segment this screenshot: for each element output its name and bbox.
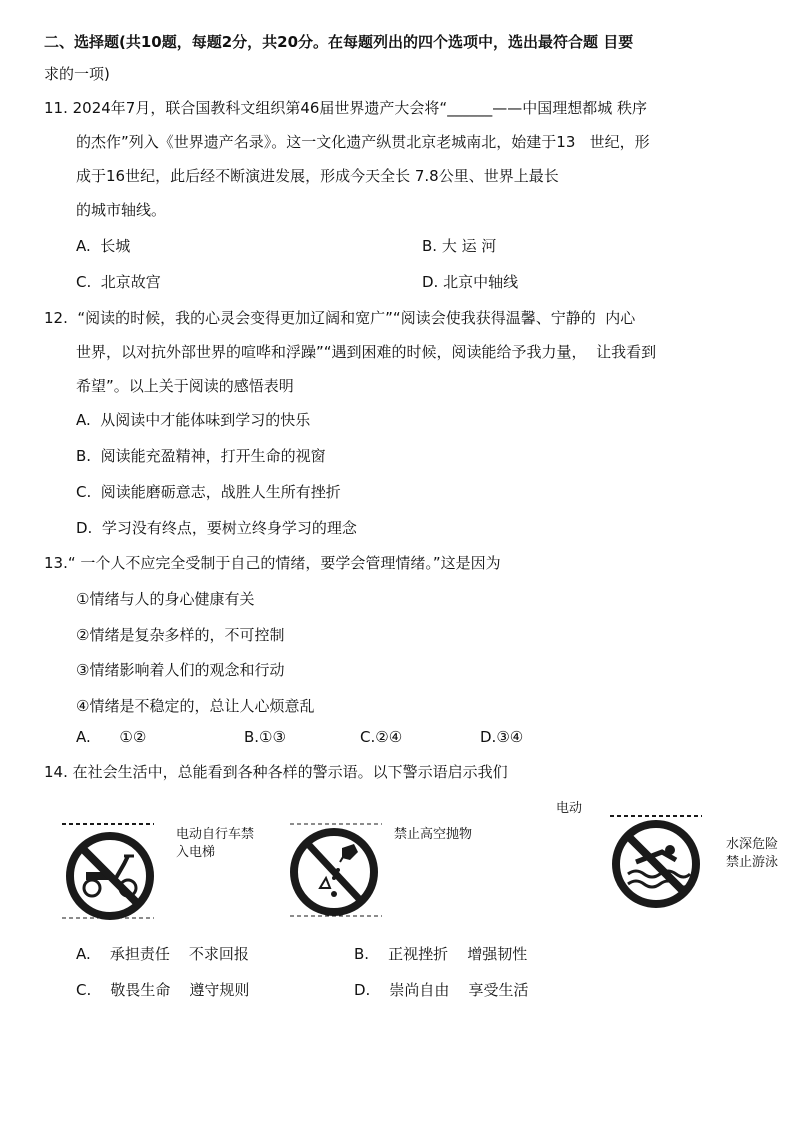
q13-item-1: ①情绪与人的身心健康有关 [76,590,255,608]
q11-option-c: C. 北京故宫 [76,273,161,291]
q13-item-2: ②情绪是复杂多样的，不可控制 [76,626,285,644]
section-header-line1: 二、选择题(共10题，每题2分，共20分。在每题列出的四个选项中，选出最符合题 目要 [44,33,634,51]
q12-option-c: C. 阅读能磨砺意志，战胜人生所有挫折 [76,483,341,501]
q13-option-c: C.②④ [360,728,403,746]
q11-stem-line2: 的杰作”列入《世界遗产名录》。这一文化遗产纵贯北京老城南北，始建于13 世纪，形 [76,133,650,151]
q11-option-b: B. 大 运 河 [422,237,497,255]
no-swimming-icon [606,812,706,910]
sign1-caption-line1: 电动自行车禁 [176,827,255,842]
q12-option-a: A. 从阅读中才能体味到学习的快乐 [76,411,311,429]
sign2-caption: 禁止高空抛物 [394,827,473,842]
q14-option-b: B. 正视挫折 增强韧性 [354,945,528,963]
q13-option-b: B.①③ [244,728,286,746]
sign1-caption-line2: 入电梯 [176,845,216,860]
q13-item-3: ③情绪影响着人们的观念和行动 [76,661,285,679]
q13-item-4: ④情绪是不稳定的，总让人心烦意乱 [76,697,315,715]
q11-option-d: D. 北京中轴线 [422,273,519,291]
q12-stem-line3: 希望”。以上关于阅读的感悟表明 [76,377,294,395]
q11-stem-line4: 的城市轴线。 [76,201,167,219]
sign3-caption-line2: 禁止游泳 [726,855,779,870]
q12-option-d: D. 学习没有终点，要树立终身学习的理念 [76,519,357,537]
no-e-bike-in-elevator-icon [58,820,162,920]
section-header-line2: 求的一项) [44,65,110,83]
q12-option-b: B. 阅读能充盈精神，打开生命的视窗 [76,447,326,465]
sign3-caption-line1: 水深危险 [726,837,779,852]
q11-stem-line1: 11. 2024年7月，联合国教科文组织第46届世界遗产大会将“______——中国理想都城 秩序 [44,99,647,117]
q11-option-a: A. 长城 [76,237,131,255]
q13-stem: 13.“ 一个人不应完全受制于自己的情绪，要学会管理情绪。”这是因为 [44,554,501,572]
q14-option-a: A. 承担责任 不求回报 [76,945,249,963]
q12-stem-line1: 12. “阅读的时候，我的心灵会变得更加辽阔和宽广”“阅读会使我获得温馨、宁静的 内心 [44,309,636,327]
q12-stem-line2: 世界，以对抗外部世界的喧哗和浮躁”“遇到困难的时候，阅读能给予我力量， 让我看到 [76,343,657,361]
q11-stem-line3: 成于16世纪，此后经不断演进发展，形成今天全长 7.8公里、世界上最长 [76,167,559,185]
q14-stray-label: 电动 [556,801,583,816]
q13-option-a: A. ①② [76,728,147,746]
q14-option-c: C. 敬畏生命 遵守规则 [76,981,250,999]
q14-stem: 14. 在社会生活中，总能看到各种各样的警示语。以下警示语启示我们 [44,763,508,781]
no-throwing-from-height-icon [286,822,386,918]
q13-option-d: D.③④ [480,728,524,746]
q14-option-d: D. 崇尚自由 享受生活 [354,981,529,999]
